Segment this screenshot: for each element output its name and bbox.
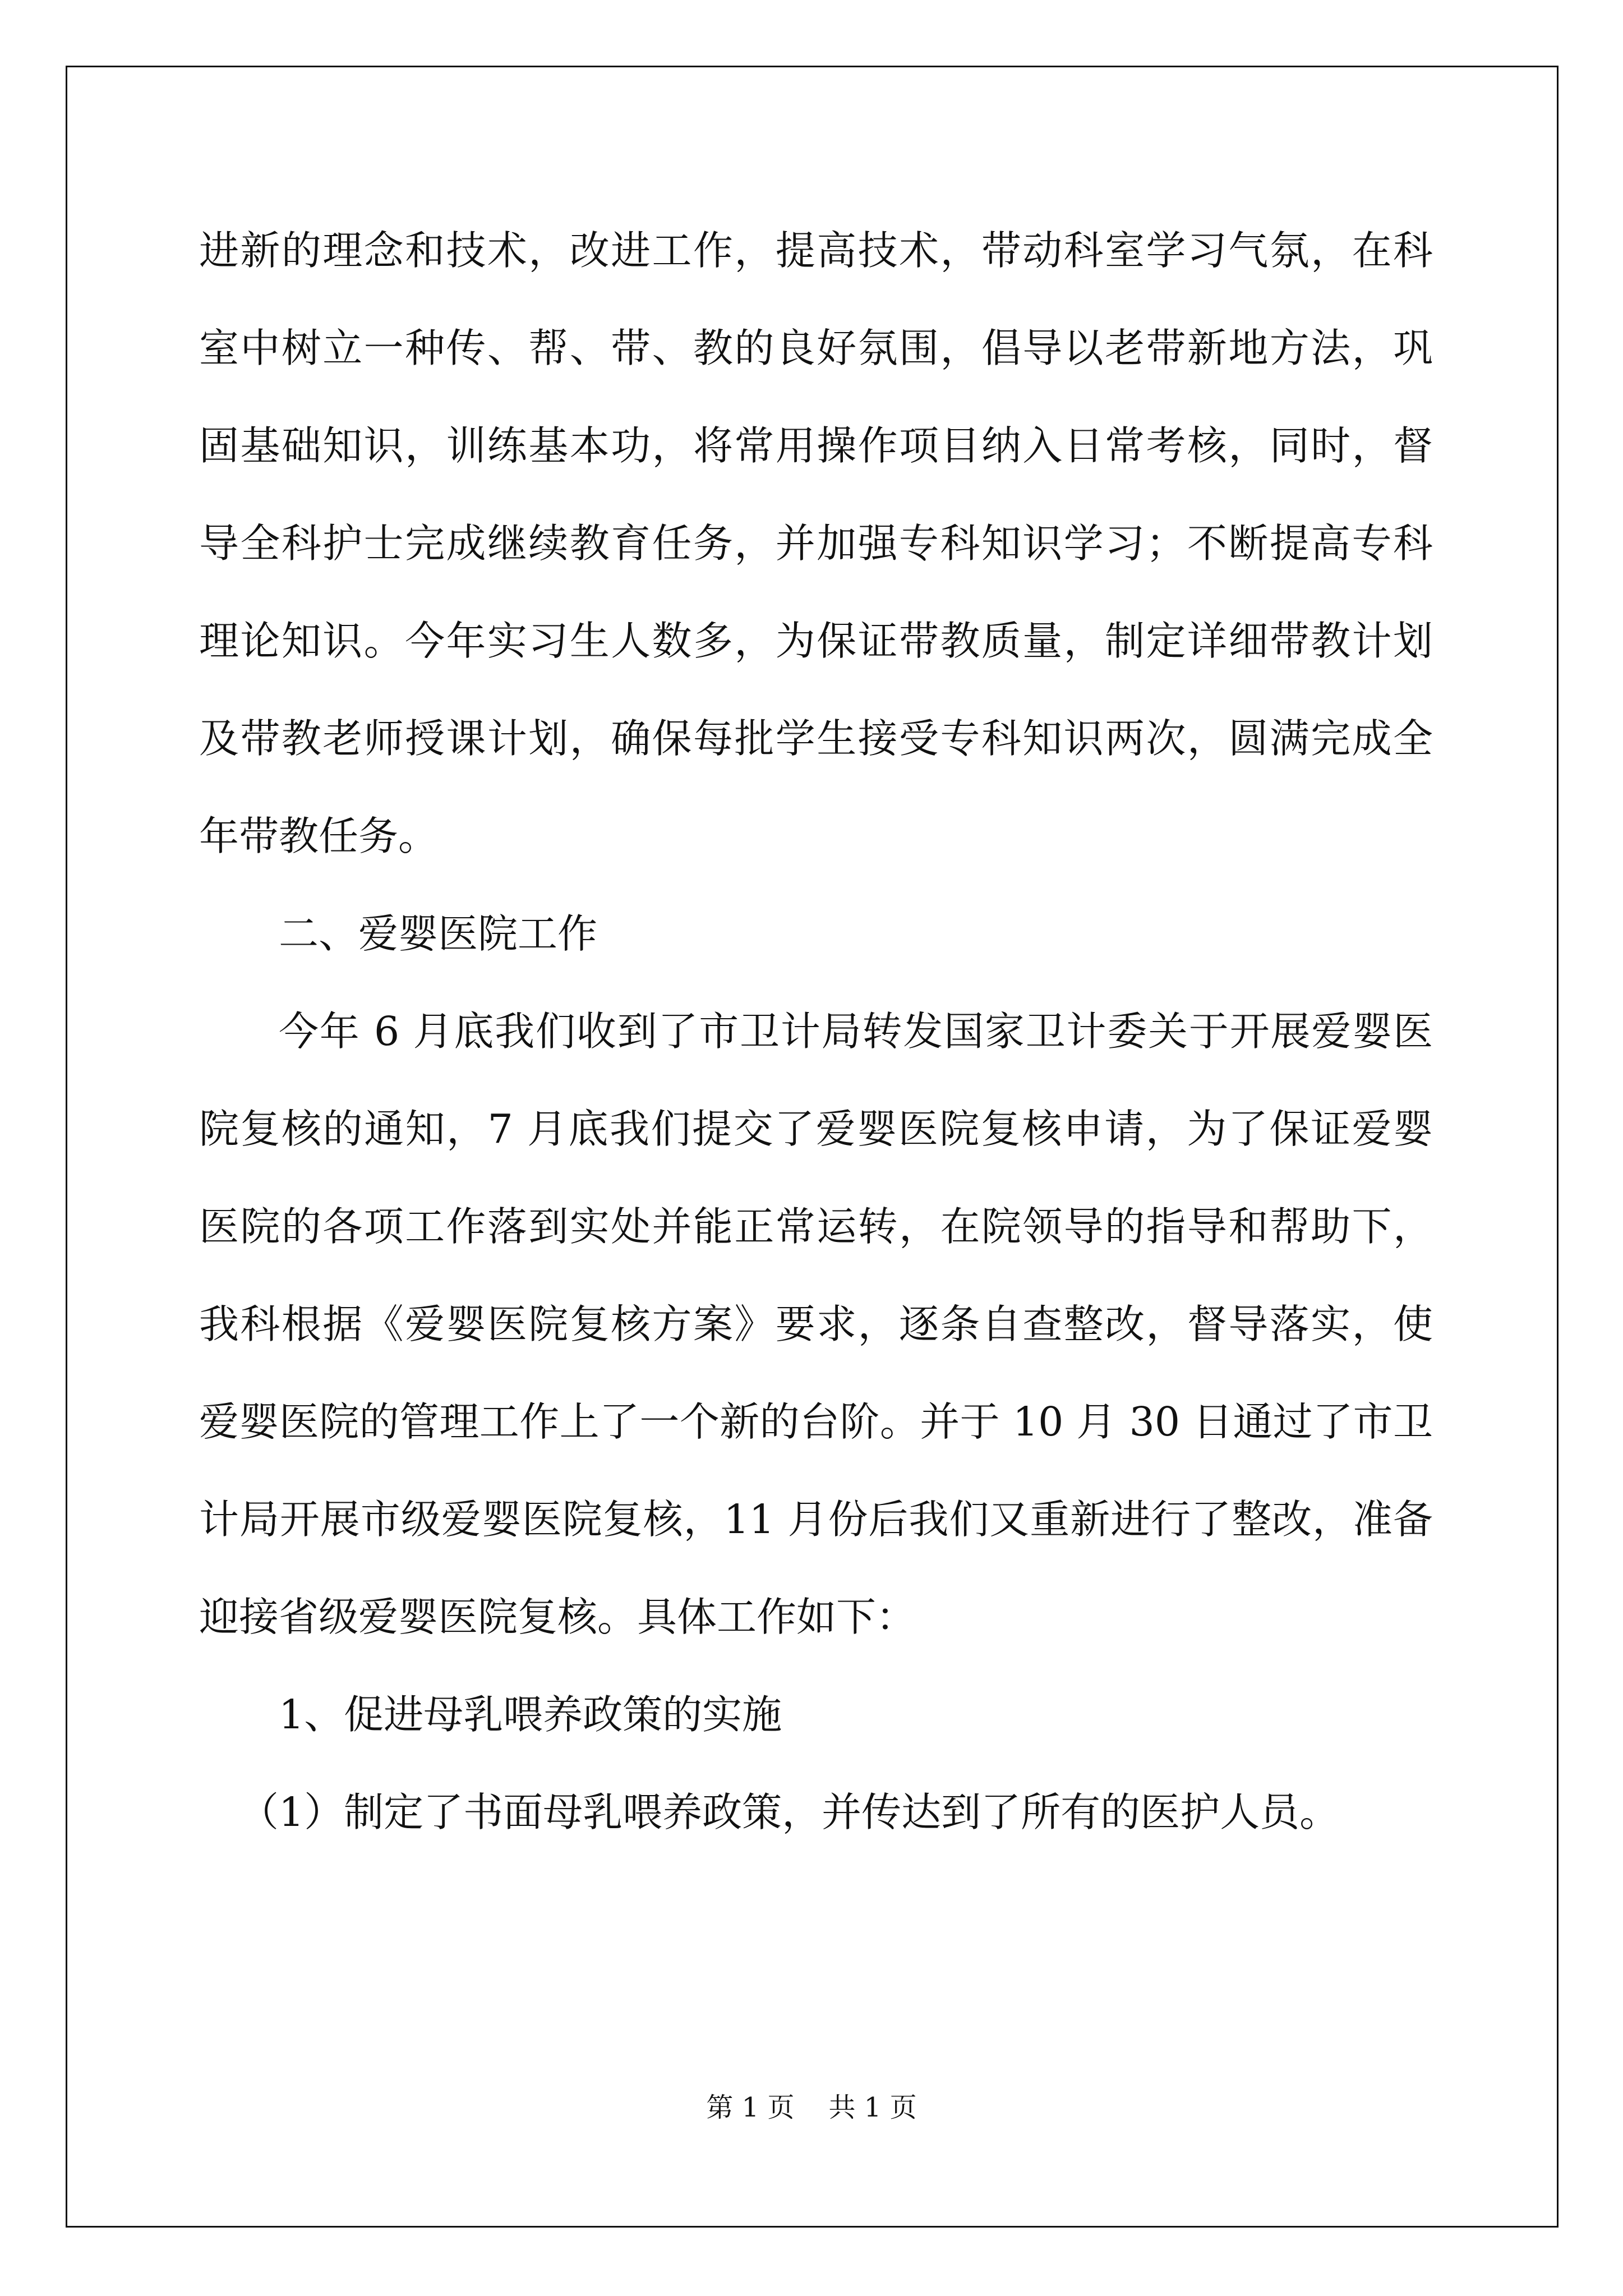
text-line: 爱婴医院的管理工作上了一个新的台阶。并于 10 月 30 日通过了市卫	[199, 1398, 1433, 1445]
text-line: 今年 6 月底我们收到了市卫计局转发国家卫计委关于开展爱婴医	[279, 1008, 1433, 1055]
text-line: 我科根据《爱婴医院复核方案》要求，逐条自查整改，督导落实，使	[199, 1301, 1433, 1347]
text-line: 计局开展市级爱婴医院复核，11 月份后我们又重新进行了整改，准备	[199, 1496, 1433, 1543]
text-line: 及带教老师授课计划，确保每批学生接受专科知识两次，圆满完成全	[199, 715, 1433, 762]
text-line: 院复核的通知，7 月底我们提交了爱婴医院复核申请，为了保证爱婴	[199, 1106, 1433, 1152]
text-line: 年带教任务。	[199, 813, 439, 859]
page-footer: 第 1 页 共 1 页	[706, 2092, 917, 2123]
document-body	[199, 202, 1433, 1861]
text-line: 理论知识。今年实习生人数多，为保证带教质量，制定详细带教计划	[199, 618, 1433, 664]
list-item: （1）制定了书面母乳喂养政策，并传达到了所有的医护人员。	[239, 1789, 1340, 1835]
text-line: 固基础知识，训练基本功，将常用操作项目纳入日常考核，同时，督	[199, 422, 1433, 469]
text-line: 迎接省级爱婴医院复核。具体工作如下：	[199, 1594, 916, 1640]
text-line: 导全科护士完成继续教育任务，并加强专科知识学习；不断提高专科	[199, 520, 1433, 567]
text-line: 医院的各项工作落到实处并能正常运转，在院领导的指导和帮助下，	[199, 1203, 1433, 1250]
text-line: 进新的理念和技术，改进工作，提高技术，带动科室学习气氛，在科	[199, 227, 1433, 274]
subsection-heading: 1、促进母乳喂养政策的实施	[279, 1691, 782, 1738]
text-line: 室中树立一种传、帮、带、教的良好氛围，倡导以老带新地方法，巩	[199, 325, 1433, 371]
section-heading: 二、爱婴医院工作	[279, 910, 598, 957]
